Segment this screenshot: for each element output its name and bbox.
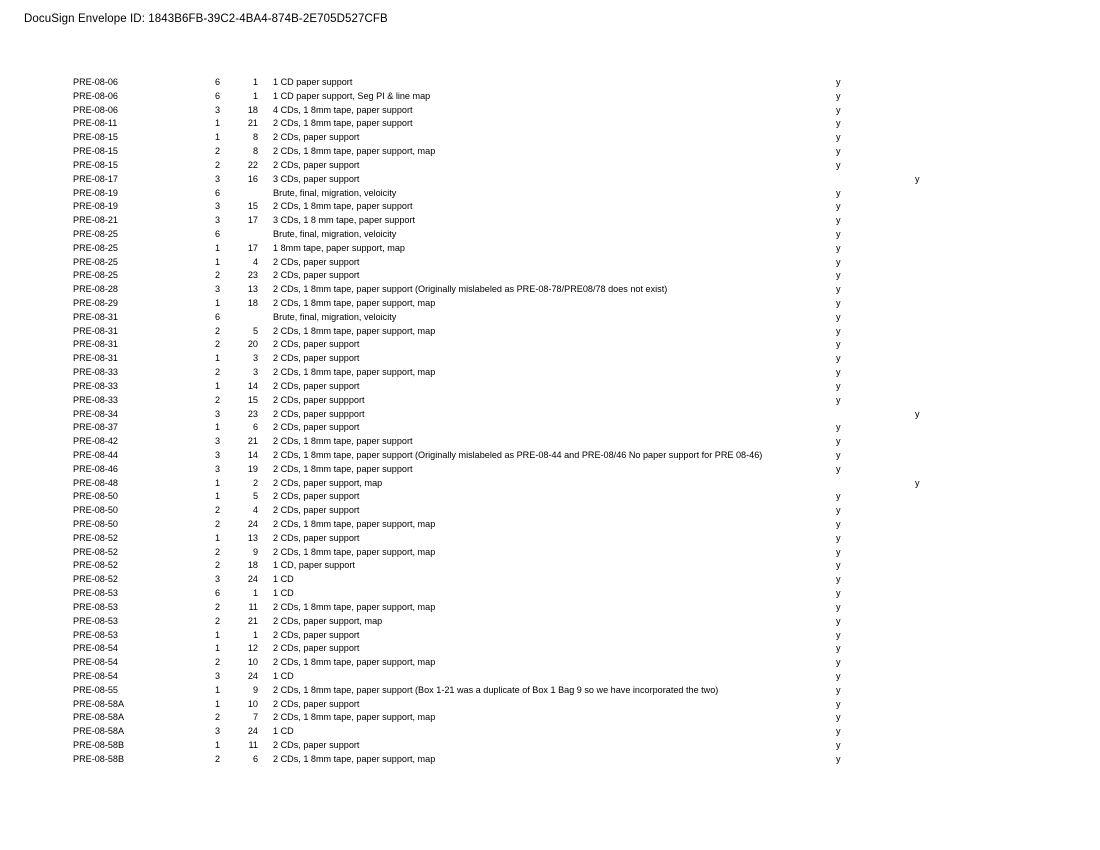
contents-description-cell: 2 CDs, paper support <box>273 532 360 543</box>
bag-number-cell: 12 <box>247 643 258 654</box>
bag-number-cell: 15 <box>247 394 258 405</box>
box-number-cell: 1 <box>214 740 220 750</box>
flag-column-2-cell: y <box>915 173 920 184</box>
line-name-cell: PRE-08-21 <box>73 215 118 226</box>
table-row <box>0 739 1100 753</box>
flag-column-1-cell: y <box>836 712 841 723</box>
flag-column-1-cell: y <box>836 463 841 474</box>
table-row <box>0 408 1100 422</box>
table-row <box>0 173 1100 187</box>
flag-column-1-cell: y <box>836 436 841 447</box>
box-number-cell: 6 <box>214 311 220 322</box>
table-row <box>0 629 1100 643</box>
line-name-cell: PRE-08-19 <box>73 187 118 198</box>
box-number-cell: 3 <box>214 104 220 115</box>
box-number-cell: 3 <box>214 436 220 447</box>
bag-number-cell: 9 <box>252 546 258 557</box>
table-row <box>0 380 1100 394</box>
box-number-cell: 3 <box>214 449 220 460</box>
flag-column-1-cell: y <box>836 657 841 668</box>
contents-description-cell: 2 CDs, paper support <box>273 132 360 143</box>
flag-column-1-cell: y <box>836 325 841 336</box>
bag-number-cell: 23 <box>247 408 258 419</box>
bag-number-cell: 17 <box>247 242 258 253</box>
table-row <box>0 421 1100 435</box>
contents-description-cell: 2 CDs, 1 8mm tape, paper support, map <box>273 657 436 668</box>
flag-column-1-cell: y <box>836 505 841 516</box>
flag-column-1-cell: y <box>836 242 841 253</box>
contents-description-cell: 1 8mm tape, paper support, map <box>273 242 405 253</box>
table-row <box>0 269 1100 283</box>
box-number-cell: 1 <box>214 118 220 129</box>
bag-number-cell: 14 <box>247 449 258 460</box>
line-name-cell: PRE-08-25 <box>73 256 118 267</box>
table-row <box>0 490 1100 504</box>
inventory-table <box>0 76 1100 767</box>
flag-column-1-cell: y <box>836 228 841 239</box>
contents-description-cell: Brute, final, migration, veloicity <box>273 228 397 239</box>
line-name-cell: PRE-08-31 <box>73 311 118 322</box>
line-name-cell: PRE-08-06 <box>73 104 118 115</box>
table-row <box>0 698 1100 712</box>
box-number-cell: 2 <box>214 753 220 764</box>
table-row <box>0 518 1100 532</box>
line-name-cell: PRE-08-52 <box>73 532 118 543</box>
contents-description-cell: 1 CD paper support, Seg PI & line map <box>273 90 431 101</box>
bag-number-cell: 24 <box>247 519 258 529</box>
table-row <box>0 725 1100 739</box>
contents-description-cell: Brute, final, migration, veloicity <box>273 311 397 322</box>
line-name-cell: PRE-08-33 <box>73 394 118 405</box>
flag-column-1-cell: y <box>836 449 841 460</box>
flag-column-1-cell: y <box>836 159 841 170</box>
box-number-cell: 1 <box>214 532 220 543</box>
line-name-cell: PRE-08-58B <box>73 753 125 764</box>
table-row <box>0 131 1100 145</box>
flag-column-1-cell: y <box>836 422 841 433</box>
line-name-cell: PRE-08-52 <box>73 574 118 585</box>
bag-number-cell: 6 <box>252 753 258 764</box>
table-row <box>0 283 1100 297</box>
contents-description-cell: 3 CDs, paper support <box>273 173 360 184</box>
contents-description-cell: 2 CDs, 1 8mm tape, paper support, map <box>273 753 436 764</box>
box-number-cell: 2 <box>214 615 220 626</box>
line-name-cell: PRE-08-50 <box>73 505 118 516</box>
contents-description-cell: 2 CDs, 1 8mm tape, paper support, map <box>273 601 436 612</box>
box-number-cell: 2 <box>214 601 220 612</box>
box-number-cell: 3 <box>214 670 220 681</box>
bag-number-cell: 11 <box>248 601 258 612</box>
box-number-cell: 2 <box>214 712 220 723</box>
contents-description-cell: 2 CDs, 1 8mm tape, paper support, map <box>273 712 436 723</box>
contents-description-cell: 1 CD <box>273 670 294 681</box>
contents-description-cell: 2 CDs, paper support, map <box>273 477 383 488</box>
box-number-cell: 1 <box>214 256 220 267</box>
table-row <box>0 256 1100 270</box>
box-number-cell: 2 <box>214 394 220 405</box>
flag-column-1-cell: y <box>836 104 841 115</box>
line-name-cell: PRE-08-53 <box>73 601 118 612</box>
box-number-cell: 1 <box>214 422 220 433</box>
bag-number-cell: 14 <box>247 380 258 391</box>
flag-column-1-cell: y <box>836 560 841 571</box>
line-name-cell: PRE-08-31 <box>73 353 118 364</box>
contents-description-cell: 2 CDs, 1 8mm tape, paper support, map <box>273 546 436 557</box>
flag-column-1-cell: y <box>836 215 841 226</box>
line-name-cell: PRE-08-25 <box>73 270 118 281</box>
box-number-cell: 2 <box>214 657 220 668</box>
line-name-cell: PRE-08-53 <box>73 588 118 599</box>
table-row <box>0 504 1100 518</box>
contents-description-cell: 2 CDs, 1 8mm tape, paper support (Originally mislabeled as PRE-08-44 and PRE-08/46 No paper support for PRE 08-46) <box>273 449 763 460</box>
box-number-cell: 1 <box>214 242 220 253</box>
line-name-cell: PRE-08-52 <box>73 560 118 571</box>
flag-column-1-cell: y <box>836 298 841 308</box>
table-row <box>0 242 1100 256</box>
table-row <box>0 642 1100 656</box>
line-name-cell: PRE-08-52 <box>73 546 118 557</box>
box-number-cell: 2 <box>214 560 220 571</box>
box-number-cell: 3 <box>214 463 220 474</box>
contents-description-cell: 1 CD, paper support <box>273 560 355 571</box>
box-number-cell: 1 <box>214 629 220 640</box>
line-name-cell: PRE-08-44 <box>73 449 118 460</box>
table-row <box>0 214 1100 228</box>
line-name-cell: PRE-08-33 <box>73 367 118 378</box>
flag-column-1-cell: y <box>836 753 841 764</box>
table-row <box>0 200 1100 214</box>
table-row <box>0 394 1100 408</box>
contents-description-cell: 2 CDs, paper support <box>273 270 360 281</box>
contents-description-cell: 2 CDs, 1 8mm tape, paper support, map <box>273 146 436 157</box>
table-row <box>0 532 1100 546</box>
box-number-cell: 2 <box>214 270 220 281</box>
box-number-cell: 2 <box>214 505 220 516</box>
flag-column-1-cell: y <box>836 574 841 585</box>
contents-description-cell: 2 CDs, paper support <box>273 698 360 709</box>
table-row <box>0 711 1100 725</box>
bag-number-cell: 21 <box>247 118 258 129</box>
bag-number-cell: 16 <box>247 173 258 184</box>
line-name-cell: PRE-08-17 <box>73 173 118 184</box>
table-row <box>0 601 1100 615</box>
table-row <box>0 325 1100 339</box>
table-row <box>0 587 1100 601</box>
line-name-cell: PRE-08-34 <box>73 408 118 419</box>
contents-description-cell: 2 CDs, paper support <box>273 422 360 433</box>
box-number-cell: 2 <box>214 146 220 157</box>
line-name-cell: PRE-08-46 <box>73 463 118 474</box>
contents-description-cell: 2 CDs, 1 8mm tape, paper support <box>273 463 413 474</box>
table-row <box>0 615 1100 629</box>
contents-description-cell: 2 CDs, paper support <box>273 629 360 640</box>
contents-description-cell: 2 CDs, paper support <box>273 159 360 170</box>
bag-number-cell: 2 <box>252 477 258 488</box>
envelope-id-header: DocuSign Envelope ID: 1843B6FB-39C2-4BA4-874B-2E705D527CFB <box>24 13 388 25</box>
line-name-cell: PRE-08-06 <box>73 77 118 87</box>
table-row <box>0 559 1100 573</box>
bag-number-cell: 24 <box>247 670 258 681</box>
line-name-cell: PRE-08-58A <box>73 698 125 709</box>
flag-column-1-cell: y <box>836 615 841 626</box>
line-name-cell: PRE-08-53 <box>73 615 118 626</box>
box-number-cell: 6 <box>214 228 220 239</box>
flag-column-1-cell: y <box>836 684 841 695</box>
line-name-cell: PRE-08-31 <box>73 339 118 350</box>
bag-number-cell: 24 <box>247 726 258 737</box>
flag-column-1-cell: y <box>836 339 841 350</box>
flag-column-1-cell: y <box>836 132 841 143</box>
table-row <box>0 76 1100 90</box>
contents-description-cell: 2 CDs, paper support <box>273 740 360 750</box>
table-row <box>0 228 1100 242</box>
bag-number-cell: 18 <box>247 298 258 308</box>
line-name-cell: PRE-08-42 <box>73 436 118 447</box>
flag-column-1-cell: y <box>836 546 841 557</box>
line-name-cell: PRE-08-54 <box>73 643 118 654</box>
box-number-cell: 6 <box>214 588 220 599</box>
contents-description-cell: 2 CDs, paper support <box>273 380 360 391</box>
box-number-cell: 1 <box>214 380 220 391</box>
line-name-cell: PRE-08-33 <box>73 380 118 391</box>
line-name-cell: PRE-08-25 <box>73 242 118 253</box>
line-name-cell: PRE-08-06 <box>73 90 118 101</box>
bag-number-cell: 8 <box>252 146 258 157</box>
bag-number-cell: 20 <box>247 339 258 350</box>
table-row <box>0 90 1100 104</box>
box-number-cell: 3 <box>214 173 220 184</box>
flag-column-1-cell: y <box>836 353 841 364</box>
flag-column-1-cell: y <box>836 187 841 198</box>
contents-description-cell: 2 CDs, 1 8mm tape, paper support, map <box>273 519 436 529</box>
flag-column-2-cell: y <box>915 477 920 488</box>
flag-column-1-cell: y <box>836 491 841 502</box>
line-name-cell: PRE-08-11 <box>73 118 118 129</box>
flag-column-1-cell: y <box>836 629 841 640</box>
table-row <box>0 366 1100 380</box>
flag-column-1-cell: y <box>836 394 841 405</box>
table-row <box>0 753 1100 767</box>
flag-column-2-cell: y <box>915 408 920 419</box>
table-row <box>0 187 1100 201</box>
line-name-cell: PRE-08-53 <box>73 629 118 640</box>
contents-description-cell: 2 CDs, 1 8mm tape, paper support (Originally mislabeled as PRE-08-78/PRE08/78 does not exist) <box>273 284 668 295</box>
flag-column-1-cell: y <box>836 740 841 750</box>
table-row <box>0 311 1100 325</box>
bag-number-cell: 13 <box>247 532 258 543</box>
contents-description-cell: 2 CDs, paper support <box>273 353 360 364</box>
flag-column-1-cell: y <box>836 726 841 737</box>
table-row <box>0 670 1100 684</box>
line-name-cell: PRE-08-58A <box>73 712 125 723</box>
box-number-cell: 1 <box>214 477 220 488</box>
table-row <box>0 684 1100 698</box>
table-row <box>0 297 1100 311</box>
table-row <box>0 477 1100 491</box>
bag-number-cell: 21 <box>247 615 258 626</box>
bag-number-cell: 4 <box>252 256 258 267</box>
table-row <box>0 352 1100 366</box>
bag-number-cell: 15 <box>247 201 258 212</box>
contents-description-cell: 2 CDs, 1 8mm tape, paper support, map <box>273 325 436 336</box>
box-number-cell: 3 <box>214 201 220 212</box>
bag-number-cell: 3 <box>252 353 258 364</box>
contents-description-cell: 2 CDs, paper support <box>273 505 360 516</box>
contents-description-cell: 1 CD <box>273 726 294 737</box>
line-name-cell: PRE-08-28 <box>73 284 118 295</box>
bag-number-cell: 5 <box>252 491 258 502</box>
contents-description-cell: 1 CD <box>273 588 294 599</box>
flag-column-1-cell: y <box>836 270 841 281</box>
bag-number-cell: 6 <box>252 422 258 433</box>
box-number-cell: 2 <box>214 159 220 170</box>
flag-column-1-cell: y <box>836 367 841 378</box>
flag-column-1-cell: y <box>836 601 841 612</box>
line-name-cell: PRE-08-58B <box>73 740 125 750</box>
contents-description-cell: 2 CDs, 1 8mm tape, paper support <box>273 436 413 447</box>
line-name-cell: PRE-08-50 <box>73 519 118 529</box>
bag-number-cell: 17 <box>247 215 258 226</box>
contents-description-cell: 2 CDs, 1 8mm tape, paper support, map <box>273 367 436 378</box>
bag-number-cell: 19 <box>247 463 258 474</box>
contents-description-cell: 2 CDs, paper suppport <box>273 394 365 405</box>
contents-description-cell: 2 CDs, 1 8mm tape, paper support, map <box>273 298 436 308</box>
box-number-cell: 1 <box>214 132 220 143</box>
box-number-cell: 3 <box>214 215 220 226</box>
bag-number-cell: 24 <box>247 574 258 585</box>
line-name-cell: PRE-08-55 <box>73 684 118 695</box>
flag-column-1-cell: y <box>836 311 841 322</box>
bag-number-cell: 10 <box>247 698 258 709</box>
contents-description-cell: 2 CDs, 1 8mm tape, paper support (Box 1-21 was a duplicate of Box 1 Bag 9 so we have incorporated the two) <box>273 684 719 695</box>
line-name-cell: PRE-08-58A <box>73 726 125 737</box>
flag-column-1-cell: y <box>836 284 841 295</box>
box-number-cell: 3 <box>214 284 220 295</box>
contents-description-cell: 2 CDs, paper support <box>273 339 360 350</box>
table-row <box>0 338 1100 352</box>
contents-description-cell: 4 CDs, 1 8mm tape, paper support <box>273 104 413 115</box>
table-row <box>0 546 1100 560</box>
table-row <box>0 463 1100 477</box>
flag-column-1-cell: y <box>836 588 841 599</box>
line-name-cell: PRE-08-15 <box>73 146 118 157</box>
contents-description-cell: 2 CDs, paper suppport <box>273 408 365 419</box>
line-name-cell: PRE-08-48 <box>73 477 118 488</box>
box-number-cell: 1 <box>214 353 220 364</box>
bag-number-cell: 22 <box>247 159 258 170</box>
box-number-cell: 6 <box>214 90 220 101</box>
line-name-cell: PRE-08-19 <box>73 201 118 212</box>
line-name-cell: PRE-08-25 <box>73 228 118 239</box>
box-number-cell: 6 <box>214 187 220 198</box>
table-row <box>0 656 1100 670</box>
bag-number-cell: 4 <box>252 505 258 516</box>
contents-description-cell: 2 CDs, paper support <box>273 643 360 654</box>
bag-number-cell: 1 <box>252 77 258 87</box>
flag-column-1-cell: y <box>836 670 841 681</box>
box-number-cell: 2 <box>214 325 220 336</box>
line-name-cell: PRE-08-50 <box>73 491 118 502</box>
table-row <box>0 159 1100 173</box>
bag-number-cell: 10 <box>247 657 258 668</box>
bag-number-cell: 13 <box>247 284 258 295</box>
contents-description-cell: 2 CDs, 1 8mm tape, paper support <box>273 118 413 129</box>
box-number-cell: 1 <box>214 684 220 695</box>
flag-column-1-cell: y <box>836 698 841 709</box>
line-name-cell: PRE-08-15 <box>73 159 118 170</box>
bag-number-cell: 1 <box>252 629 258 640</box>
table-row <box>0 449 1100 463</box>
flag-column-1-cell: y <box>836 643 841 654</box>
box-number-cell: 6 <box>214 77 220 87</box>
line-name-cell: PRE-08-54 <box>73 657 118 668</box>
table-row <box>0 435 1100 449</box>
box-number-cell: 2 <box>214 339 220 350</box>
bag-number-cell: 1 <box>252 90 258 101</box>
flag-column-1-cell: y <box>836 519 841 529</box>
bag-number-cell: 1 <box>252 588 258 599</box>
bag-number-cell: 18 <box>247 560 258 571</box>
line-name-cell: PRE-08-31 <box>73 325 118 336</box>
contents-description-cell: 2 CDs, paper support <box>273 491 360 502</box>
contents-description-cell: 1 CD <box>273 574 294 585</box>
box-number-cell: 2 <box>214 367 220 378</box>
flag-column-1-cell: y <box>836 77 841 87</box>
line-name-cell: PRE-08-15 <box>73 132 118 143</box>
box-number-cell: 1 <box>214 491 220 502</box>
line-name-cell: PRE-08-37 <box>73 422 118 433</box>
flag-column-1-cell: y <box>836 201 841 212</box>
flag-column-1-cell: y <box>836 118 841 129</box>
bag-number-cell: 5 <box>252 325 258 336</box>
box-number-cell: 1 <box>214 698 220 709</box>
box-number-cell: 3 <box>214 408 220 419</box>
bag-number-cell: 11 <box>248 740 258 750</box>
contents-description-cell: Brute, final, migration, veloicity <box>273 187 397 198</box>
table-row <box>0 117 1100 131</box>
bag-number-cell: 7 <box>252 712 258 723</box>
table-row <box>0 145 1100 159</box>
flag-column-1-cell: y <box>836 90 841 101</box>
line-name-cell: PRE-08-54 <box>73 670 118 681</box>
flag-column-1-cell: y <box>836 532 841 543</box>
flag-column-1-cell: y <box>836 256 841 267</box>
box-number-cell: 2 <box>214 546 220 557</box>
table-row <box>0 104 1100 118</box>
flag-column-1-cell: y <box>836 146 841 157</box>
box-number-cell: 1 <box>214 643 220 654</box>
table-row <box>0 573 1100 587</box>
box-number-cell: 2 <box>214 519 220 529</box>
contents-description-cell: 2 CDs, 1 8mm tape, paper support <box>273 201 413 212</box>
contents-description-cell: 1 CD paper support <box>273 77 353 87</box>
box-number-cell: 3 <box>214 726 220 737</box>
bag-number-cell: 8 <box>252 132 258 143</box>
contents-description-cell: 2 CDs, paper support, map <box>273 615 383 626</box>
line-name-cell: PRE-08-29 <box>73 298 118 308</box>
bag-number-cell: 21 <box>247 436 258 447</box>
box-number-cell: 3 <box>214 574 220 585</box>
bag-number-cell: 9 <box>252 684 258 695</box>
bag-number-cell: 18 <box>247 104 258 115</box>
contents-description-cell: 2 CDs, paper support <box>273 256 360 267</box>
contents-description-cell: 3 CDs, 1 8 mm tape, paper support <box>273 215 416 226</box>
bag-number-cell: 3 <box>252 367 258 378</box>
box-number-cell: 1 <box>214 298 220 308</box>
bag-number-cell: 23 <box>247 270 258 281</box>
flag-column-1-cell: y <box>836 380 841 391</box>
